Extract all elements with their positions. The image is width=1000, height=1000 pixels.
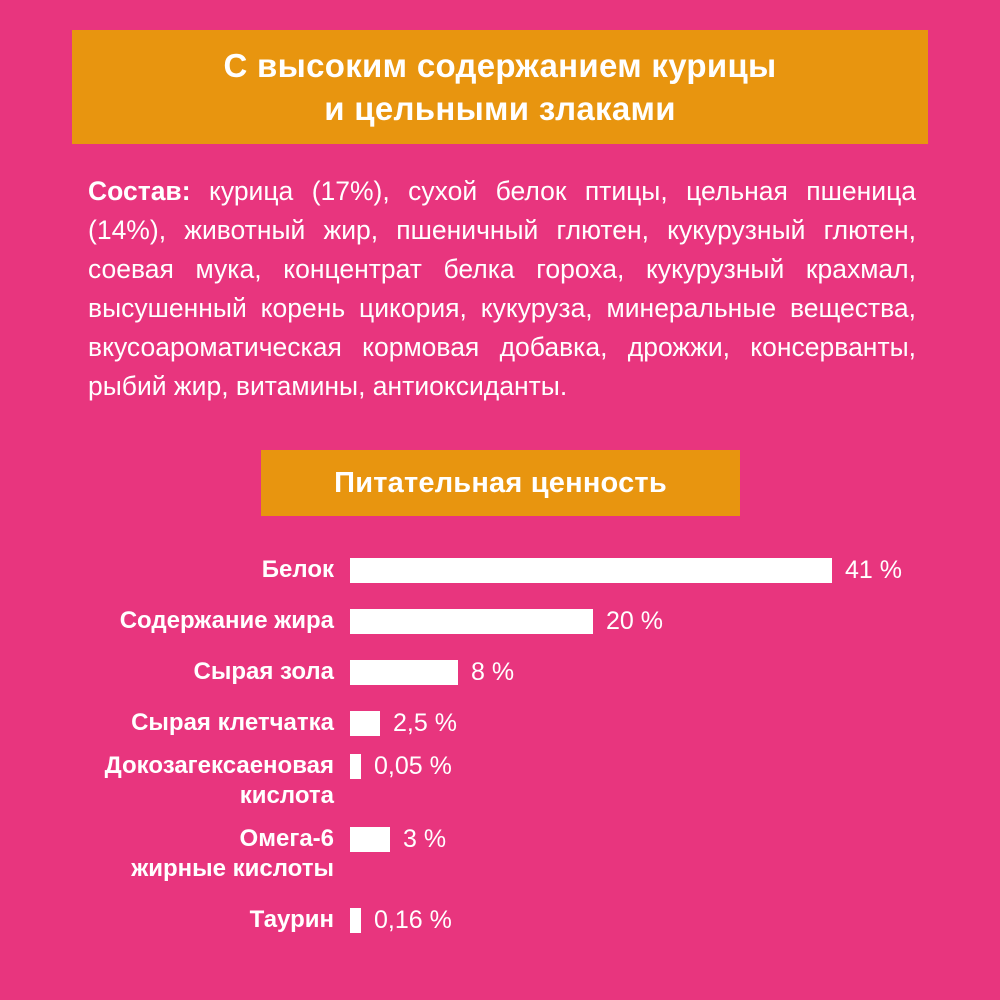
chart-row-label: [0, 708, 350, 738]
chart-bar: [350, 754, 361, 779]
chart-row: [0, 749, 1000, 821]
chart-row-label: [0, 657, 350, 687]
chart-row-label: [0, 905, 350, 935]
chart-bar: [350, 711, 380, 736]
chart-bar-area: [350, 749, 1000, 783]
chart-bar-area: [350, 822, 1000, 856]
nutrition-banner: [261, 450, 740, 516]
chart-bar: [350, 827, 390, 852]
chart-bar-area: [350, 545, 1000, 595]
chart-row-label: [0, 749, 350, 811]
chart-bar-value: 8 %: [471, 657, 515, 686]
chart-row: [0, 596, 1000, 646]
chart-row-label-line-2: жирные кислоты: [131, 855, 334, 882]
chart-bar-value: 20 %: [606, 606, 663, 635]
chart-row-label-line-1: Белок: [261, 556, 334, 583]
header-banner: [72, 30, 928, 144]
chart-row-label-line-1: Таурин: [249, 906, 334, 933]
chart-row: [0, 647, 1000, 697]
composition-label: Состав:: [88, 176, 191, 206]
chart-row-label-line-1: Омега-6: [239, 825, 334, 852]
chart-bar-area: [350, 596, 1000, 646]
nutrition-banner-title: Питательная ценность: [334, 466, 667, 499]
chart-row-label: [0, 555, 350, 585]
chart-bar-area: [350, 647, 1000, 697]
chart-row-label-line-1: Докозагексаеновая: [104, 752, 334, 779]
header-title-line-1: С высоким содержанием курицы: [223, 47, 777, 84]
chart-row-label: [0, 606, 350, 636]
chart-bar-area: [350, 698, 1000, 748]
chart-bar-value: 0,05 %: [374, 751, 452, 780]
chart-bar: [350, 609, 593, 634]
chart-row: [0, 895, 1000, 945]
composition-text: курица (17%), сухой белок птицы, цельная пшеница (14%), животный жир, пшеничный глютен, кукурузный глютен, соевая мука, концентрат белка гороха, кукурузный крахмал, высушенный корень цикория, кукуруза, минеральные вещества, вкусоароматическая кормовая добавка, дрожжи, консерванты, рыбий жир, витамины, антиоксиданты.: [88, 176, 916, 401]
chart-bar-value: 0,16 %: [374, 905, 452, 934]
chart-row-label: [0, 822, 350, 884]
composition-paragraph: [88, 172, 916, 406]
chart-row-label-line-1: Сырая клетчатка: [131, 709, 334, 736]
header-title-line-2: и цельными злаками: [324, 90, 676, 127]
chart-bar: [350, 558, 832, 583]
chart-bar-value: 41 %: [845, 555, 902, 584]
chart-row-label-line-1: Содержание жира: [119, 607, 334, 634]
chart-row: [0, 822, 1000, 894]
chart-bar-area: [350, 895, 1000, 945]
chart-bar: [350, 908, 361, 933]
nutrition-bar-chart: [0, 545, 1000, 946]
chart-bar-value: 2,5 %: [393, 708, 457, 737]
chart-row-label-line-2: кислота: [239, 782, 334, 809]
chart-row-label-line-1: Сырая зола: [193, 658, 334, 685]
chart-bar-value: 3 %: [403, 824, 447, 853]
chart-bar: [350, 660, 458, 685]
chart-row: [0, 545, 1000, 595]
chart-row: [0, 698, 1000, 748]
